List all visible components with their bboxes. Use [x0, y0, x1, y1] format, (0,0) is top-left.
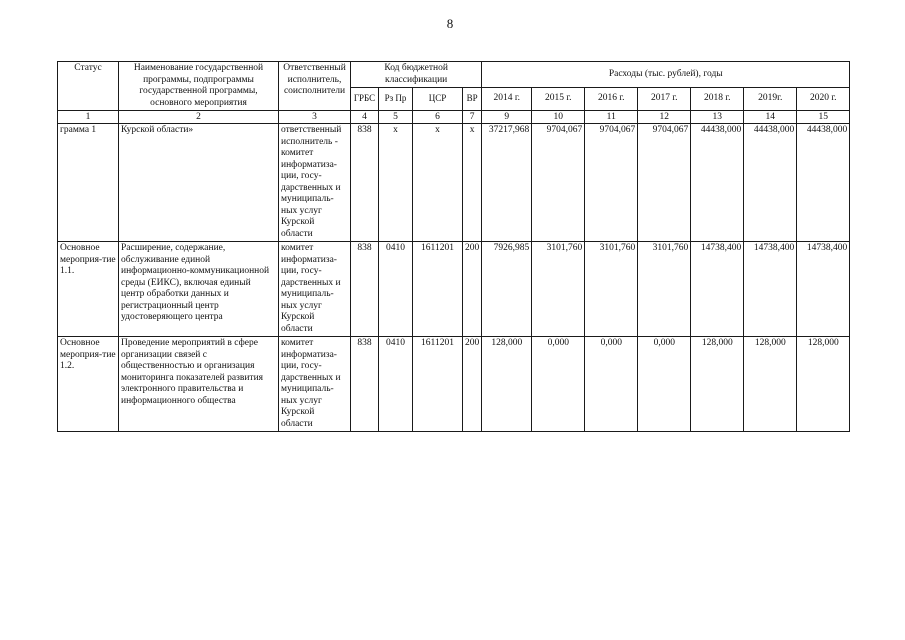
row-status: Основное мероприя-тие 1.2.: [58, 337, 119, 432]
row-status: Основное мероприя-тие 1.1.: [58, 242, 119, 337]
row-value-2014: 7926,985: [482, 242, 532, 337]
col-num: 6: [413, 111, 463, 124]
row-value-2016: 0,000: [585, 337, 638, 432]
col-num: 14: [744, 111, 797, 124]
col-num: 4: [351, 111, 379, 124]
row-csr: х: [413, 124, 463, 242]
header-row-1: [58, 62, 850, 88]
column-number-row: [58, 111, 850, 124]
row-value-2017: 9704,067: [638, 124, 691, 242]
row-vr: 200: [463, 337, 482, 432]
row-value-2015: 3101,760: [532, 242, 585, 337]
budget-table: [57, 61, 850, 432]
row-status: грамма 1: [58, 124, 119, 242]
header-year-2020: 2020 г.: [797, 88, 850, 111]
row-csr: 1611201: [413, 242, 463, 337]
row-name: Курской области»: [119, 124, 279, 242]
row-name: Проведение мероприятий в сфере организации связей с общественностью и организация мониторинга показателей развития электронного правительства и информационного общества: [119, 337, 279, 432]
row-csr: 1611201: [413, 337, 463, 432]
col-num: 3: [279, 111, 351, 124]
row-grbs: 838: [351, 242, 379, 337]
header-csr: ЦСР: [413, 88, 463, 111]
header-expenses: Расходы (тыс. рублей), годы: [482, 62, 850, 88]
row-value-2017: 3101,760: [638, 242, 691, 337]
col-num: 11: [585, 111, 638, 124]
col-num: 5: [379, 111, 413, 124]
header-grbs: ГРБС: [351, 88, 379, 111]
row-value-2018: 14738,400: [691, 242, 744, 337]
header-year-2016: 2016 г.: [585, 88, 638, 111]
row-value-2019: 128,000: [744, 337, 797, 432]
row-grbs: 838: [351, 337, 379, 432]
header-year-2017: 2017 г.: [638, 88, 691, 111]
row-name: Расширение, содержание, обслуживание единой информационно-коммуникационной среды (ЕИКС), включая единый центр обработки данных и регистрационный центр удостоверяющего центра: [119, 242, 279, 337]
header-name: Наименование государственной программы, подпрограммы государственной программы, основного мероприятия: [119, 62, 279, 111]
row-value-2019: 44438,000: [744, 124, 797, 242]
col-num: 15: [797, 111, 850, 124]
header-year-2018: 2018 г.: [691, 88, 744, 111]
header-year-2019: 2019г.: [744, 88, 797, 111]
row-responsible: комитет информатиза-ции, госу-дарственных и муниципаль-ных услуг Курской области: [279, 242, 351, 337]
col-num: 2: [119, 111, 279, 124]
col-num: 7: [463, 111, 482, 124]
row-value-2016: 9704,067: [585, 124, 638, 242]
row-value-2019: 14738,400: [744, 242, 797, 337]
row-value-2014: 37217,968: [482, 124, 532, 242]
row-responsible: комитет информатиза-ции, госу-дарственных и муниципаль-ных услуг Курской области: [279, 337, 351, 432]
row-responsible: ответственный исполнитель - комитет информатиза-ции, госу-дарственных и муниципаль-ных услуг Курской области: [279, 124, 351, 242]
header-status: Статус: [58, 62, 119, 111]
row-vr: х: [463, 124, 482, 242]
header-vr: ВР: [463, 88, 482, 111]
row-value-2016: 3101,760: [585, 242, 638, 337]
header-year-2014: 2014 г.: [482, 88, 532, 111]
row-vr: 200: [463, 242, 482, 337]
row-rzpr: 0410: [379, 242, 413, 337]
row-value-2020: 14738,400: [797, 242, 850, 337]
col-num: 9: [482, 111, 532, 124]
table-row: [58, 242, 850, 337]
col-num: 13: [691, 111, 744, 124]
row-value-2018: 128,000: [691, 337, 744, 432]
page-number: 8: [446, 16, 454, 31]
header-rzpr: Рз Пр: [379, 88, 413, 111]
col-num: 1: [58, 111, 119, 124]
header-budget-code: Код бюджетной классификации: [351, 62, 482, 88]
table-row: [58, 337, 850, 432]
header-year-2015: 2015 г.: [532, 88, 585, 111]
col-num: 10: [532, 111, 585, 124]
table-row: [58, 124, 850, 242]
row-value-2017: 0,000: [638, 337, 691, 432]
row-rzpr: х: [379, 124, 413, 242]
row-value-2018: 44438,000: [691, 124, 744, 242]
row-rzpr: 0410: [379, 337, 413, 432]
row-value-2014: 128,000: [482, 337, 532, 432]
row-value-2020: 128,000: [797, 337, 850, 432]
col-num: 12: [638, 111, 691, 124]
row-value-2020: 44438,000: [797, 124, 850, 242]
row-grbs: 838: [351, 124, 379, 242]
row-value-2015: 9704,067: [532, 124, 585, 242]
row-value-2015: 0,000: [532, 337, 585, 432]
header-responsible: Ответственный исполнитель, соисполнители: [279, 62, 351, 111]
